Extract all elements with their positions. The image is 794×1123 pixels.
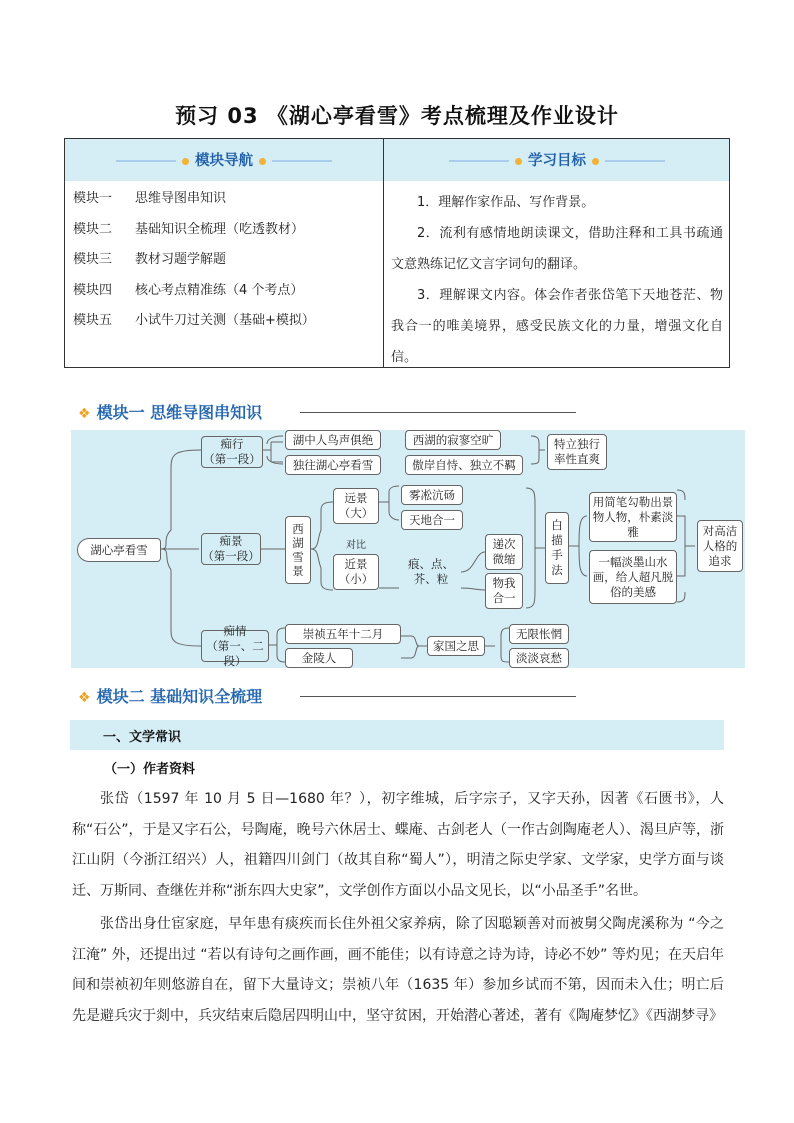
page-title: 预习 03 《湖心亭看雪》考点梳理及作业设计 [175, 104, 619, 128]
goals-header [383, 149, 731, 171]
module-table [64, 138, 730, 368]
node-ddas: 淡淡哀愁 [509, 648, 569, 668]
nav-item-label: 思维导图串知识 [135, 191, 227, 206]
double-diamond-icon: ❖ [78, 406, 91, 422]
section-title: 模块一 思维导图串知识 [96, 403, 263, 422]
nav-item-label: 小试牛刀过关测（基础+模拟） [135, 313, 315, 328]
node-czwn: 崇祯五年十二月 [285, 624, 401, 644]
node-hzrnsjj: 湖中人鸟声俱绝 [285, 430, 381, 450]
nav-list [73, 187, 315, 340]
node-t1: 用简笔勾勒出景物人物，朴素淡雅 [589, 492, 677, 542]
nav-item-key: 模块三 [73, 252, 113, 267]
goals-list [391, 187, 723, 373]
branch-chiqing: 痴情 （第一、二段） [201, 630, 269, 662]
node-wwhy: 物我 合一 [485, 573, 523, 609]
decor-line-icon [116, 160, 176, 162]
dot-icon [515, 158, 522, 165]
node-bmsf: 白 描 手 法 [545, 512, 569, 584]
goal-item: 3．理解课文内容。体会作者张岱笔下天地苍茫、物我合一的唯美境界，感受民族文化的力量，增强文化自信。 [391, 288, 723, 365]
nav-item [73, 187, 315, 218]
goal-item: 2．流利有感情地朗读课文，借助注释和工具书疏通文意熟练记忆文言字词句的翻译。 [391, 226, 723, 272]
double-diamond-icon: ❖ [78, 690, 91, 706]
decor-line-icon [605, 160, 665, 162]
nav-item-key: 模块四 [73, 282, 113, 298]
node-final: 对高洁 人格的 追求 [697, 520, 743, 572]
paragraph: 张岱（1597 年 10 月 5 日—1680 年？），初字维城，后字宗子，又字天孙，因著《石匮书》，人称“石公”，于是又字石公，号陶庵，晚号六休居士、蝶庵、古剑老人（一作古剑陶庵老人）、渴旦庐等，浙江山阴（今浙江绍兴）人，祖籍四川剑门（故其自称“蜀人”），明清之际史学家、文学家，史学方面与谈迁、万斯同、查继佐并称“浙东四大史家”，文学创作方面以小品文见长，以“小品圣手”名世。 [72, 791, 724, 899]
nav-header [65, 149, 383, 171]
section-rule [300, 696, 576, 697]
mind-root: 湖心亭看雪 [77, 538, 161, 562]
node-far2: 天地合一 [401, 510, 463, 530]
decor-line-icon [272, 160, 332, 162]
subsection-band [70, 720, 724, 750]
node-tldx: 特立独行 率性直爽 [547, 434, 607, 470]
nav-item [73, 218, 315, 249]
dot-icon [259, 158, 266, 165]
node-xhxj: 西 湖 雪 景 [285, 516, 311, 584]
table-divider [383, 139, 384, 367]
decor-line-icon [449, 160, 509, 162]
dot-icon [592, 158, 599, 165]
node-jlr: 金陵人 [285, 648, 353, 668]
mind-map [71, 430, 745, 668]
node-t2: 一幅淡墨山水画，给人超凡脱俗的美感 [589, 550, 677, 604]
goal-item: 1．理解作家作品、写作背景。 [417, 195, 595, 210]
nav-item-key: 模块二 [73, 221, 113, 237]
nav-item [73, 279, 315, 310]
nav-item [73, 309, 315, 340]
subsection-title: 一、文学常识 [103, 730, 182, 745]
node-dwhxt: 独往湖心亭看雪 [285, 455, 381, 475]
section-rule [300, 412, 576, 413]
branch-chijing: 痴景 （第一段） [202, 534, 260, 563]
section-heading-2 [78, 684, 578, 708]
section-title: 模块二 基础知识全梳理 [96, 687, 263, 706]
node-xhjl: 西湖的寂寥空旷 [405, 430, 501, 450]
node-dcwx: 递次 微缩 [485, 534, 523, 570]
nav-item-label: 教材习题学解题 [135, 252, 227, 267]
node-near1: 痕、点、 芥、粒 [401, 554, 461, 590]
section-heading-1 [78, 400, 578, 424]
node-near: 近景 （小） [333, 554, 379, 590]
nav-item-label: 基础知识全梳理（吃透教材） [135, 221, 305, 237]
nav-header-label: 模块导航 [195, 153, 253, 169]
node-far: 远景 （大） [333, 488, 379, 524]
dot-icon [182, 158, 189, 165]
nav-item-key: 模块五 [73, 313, 113, 328]
paragraph: 张岱出身仕宦家庭，早年患有痰疾而长住外祖父家养病，除了因聪颖善对而被舅父陶虎溪称为 “今之江淹” 外，还提出过 “若以有诗句之画作画，画不能佳；以有诗意之诗为诗，诗必不妙” 等灼见；在天启年间和崇祯初年则悠游自在，留下大量诗文；崇祯八年（1635 年）参加乡试而不第，因而未入仕；明亡后先是避兵灾于剡中，兵灾结束后隐居四明山中，坚守贫困，开始潜心著述，著有《陶庵梦忆》《西湖梦寻》 [72, 916, 724, 1024]
branch-chixing: 痴行 （第一段） [201, 436, 263, 468]
contrast-label: 对比 [346, 540, 366, 551]
node-far1: 雾凇沆砀 [401, 485, 463, 505]
nav-item [73, 248, 315, 279]
subsub-title: （一）作者资料 [104, 762, 196, 777]
nav-item-key: 模块一 [73, 191, 113, 206]
nav-item-label: 核心考点精准练（4 个考点） [135, 282, 304, 298]
node-wxcw: 无限怅惘 [509, 624, 569, 644]
node-jgzs: 家国之思 [427, 636, 485, 656]
goals-header-label: 学习目标 [528, 153, 586, 169]
node-aazs: 傲岸自恃、独立不羁 [405, 455, 523, 475]
